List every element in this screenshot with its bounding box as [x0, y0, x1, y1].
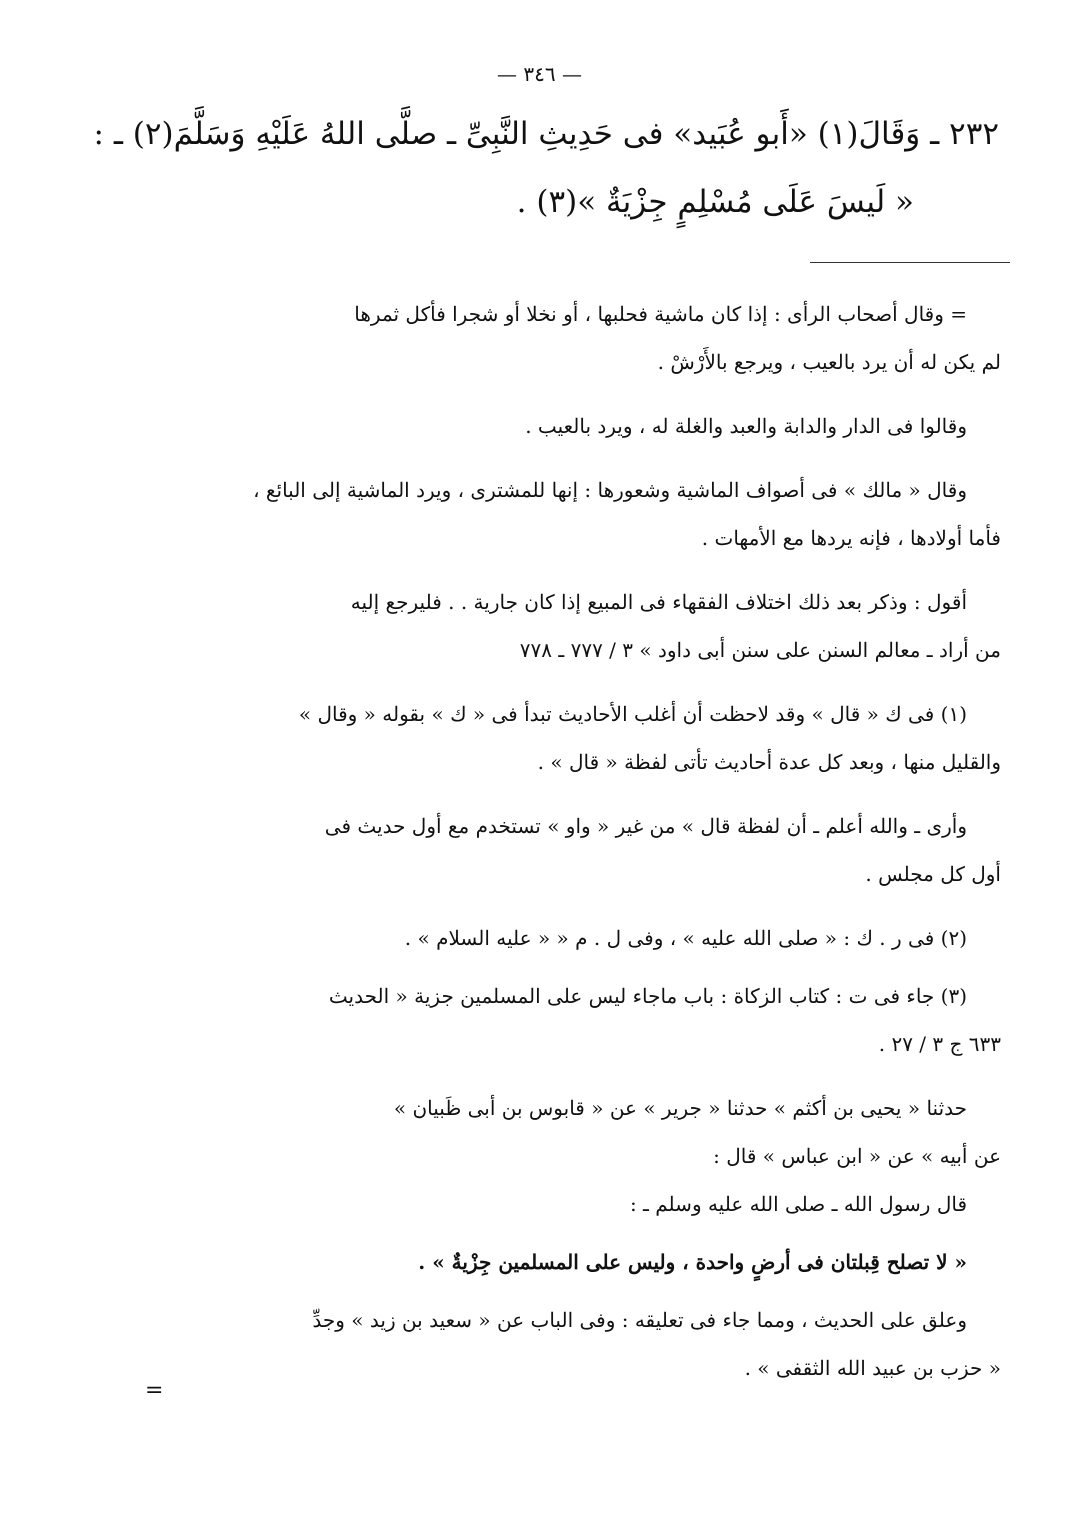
hadith-line-1: ٢٣٢ ـ وَقَالَ(١) «أَبو عُبَيد» فى حَدِيثِ النَّبِىِّ ـ صلَّى اللهُ عَلَيْهِ وَسَلَّمَ(٢) ـ : [93, 116, 999, 152]
text-line: أول كل مجلس . [865, 862, 1001, 886]
footnote-3-isnad [156, 1084, 1001, 1180]
text-line: (٣) جاء فى ت : كتاب الزكاة : باب ماجاء ليس على المسلمين جزية « الحديث [328, 984, 967, 1008]
note-paragraph-ashab-al-ray [156, 290, 1001, 386]
text-line: والقليل منها ، وبعد كل عدة أحاديث تأتى لفظة « قال » . [537, 750, 1001, 774]
note-paragraph-qalu [156, 402, 1001, 450]
text-line: أقول : وذكر بعد ذلك اختلاف الفقهاء فى المبيع إذا كان جارية . . فليرجع إليه [350, 590, 967, 614]
text-line: وعلق على الحديث ، ومما جاء فى تعليقه : وفى الباب عن « سعيد بن زيد » وجدِّ [312, 1308, 967, 1332]
text-line: من أراد ـ معالم السنن على سنن أبى داود » ٣ / ٧٧٧ ـ ٧٧٨ [519, 638, 1001, 662]
text-line: ٦٣٣ ج ٣ / ٢٧ . [878, 1032, 1001, 1056]
footnote-1 [156, 690, 1001, 786]
text-line: عن أبيه » عن « ابن عباس » قال : [713, 1144, 1001, 1168]
text-line: لم يكن له أن يرد بالعيب ، ويرجع بالأَرْشْ . [657, 350, 1001, 374]
note-paragraph-aqulu [156, 578, 1001, 674]
text-line: وقال « مالك » فى أصواف الماشية وشعورها : إنها للمشترى ، ويرد الماشية إلى البائع ، [253, 478, 967, 502]
text-line: (١) فى ك « قال » وقد لاحظت أن أغلب الأحاديث تبدأ فى « ك » بقوله « وقال » [298, 702, 967, 726]
text-line: وقالوا فى الدار والدابة والعبد والغلة له ، ويرد بالعيب . [525, 414, 967, 438]
hadith-line-2: « لَيسَ عَلَى مُسْلِمٍ جِزْيَةٌ »(٣) . [516, 184, 914, 220]
text-line: قال رسول الله ـ صلى الله عليه وسلم ـ : [629, 1192, 967, 1216]
footnote-separator [810, 262, 1010, 263]
footnote-2 [156, 914, 1001, 962]
continuation-mark: = [145, 1378, 164, 1403]
text-line: وأرى ـ والله أعلم ـ أن لفظة قال » من غير « واو » تستخدم مع أول حديث فى [324, 814, 967, 838]
text-line: (٢) فى ر . ك : « صلى الله عليه » ، وفى ل . م « « عليه السلام » . [404, 926, 967, 950]
hadith-text [93, 100, 999, 236]
text-line: حدثنا « يحيى بن أكثم » حدثنا « جرير » عن « قابوس بن أبى ظَبيان » [393, 1096, 967, 1120]
page-number: — ٣٤٦ — [497, 62, 582, 86]
text-line: « لا تصلح قِبلتان فى أرضٍ واحدة ، وليس على المسلمين جِزْيةٌ » . [418, 1250, 967, 1274]
footnote-3-hadith-text [156, 1238, 1001, 1286]
footnote-3-commentary [156, 1296, 1001, 1392]
text-line: « حزب بن عبيد الله الثقفى » . [744, 1356, 1001, 1380]
text-line: فأما أولادها ، فإنه يردها مع الأمهات . [701, 526, 1001, 550]
footnotes [156, 290, 1001, 1392]
note-paragraph-malik [156, 466, 1001, 562]
footnote-3-qala [156, 1180, 1001, 1228]
footnote-3 [156, 972, 1001, 1068]
footnote-1-continued [156, 802, 1001, 898]
text-line: = وقال أصحاب الرأى : إذا كان ماشية فحلبها ، أو نخلا أو شجرا فأكل ثمرها [354, 302, 967, 326]
